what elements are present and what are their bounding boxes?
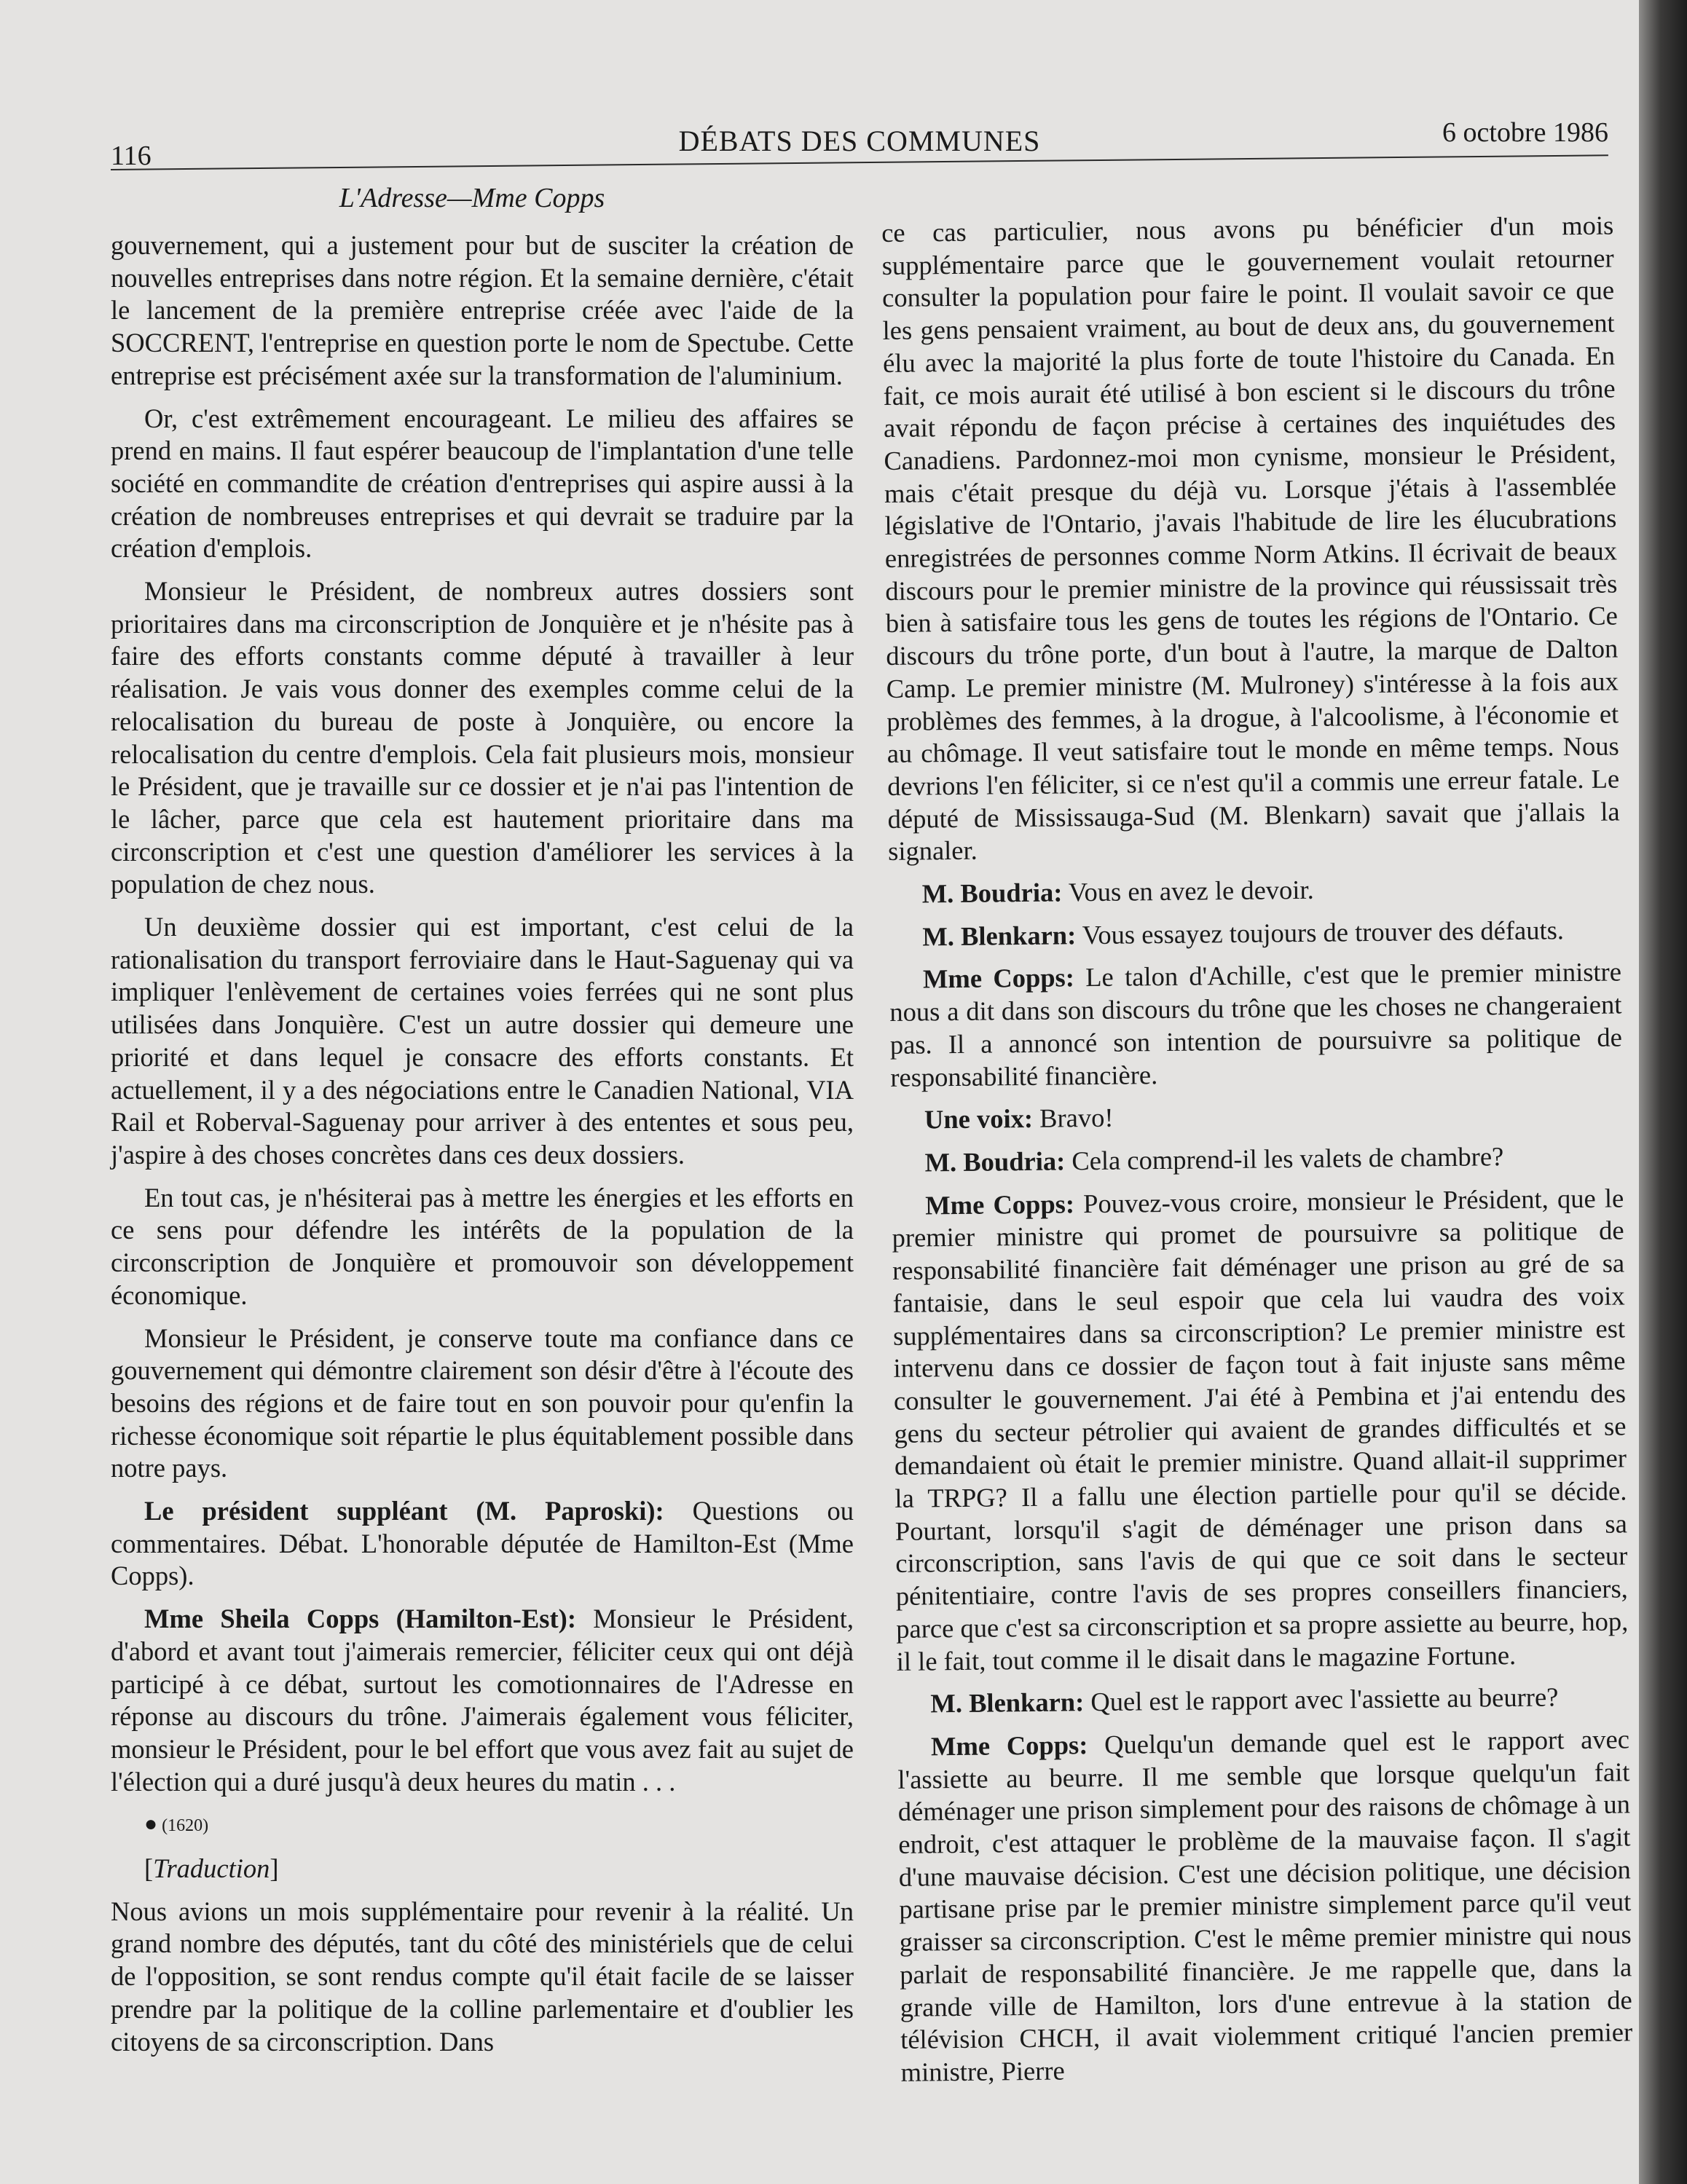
speech-text: Cela comprend-il les valets de chambre? [1065,1141,1504,1176]
left-column [111,229,854,2068]
paragraph: ce cas particulier, nous avons pu bénéficier d'un mois supplémentaire parce que le gouvernement voulait retourner consulter la population pour faire le point. Il voulait savoir ce que les gens pensaient vraiment, au bout de deux ans, du gouvernement élu avec la majorité la plus forte de toute l'histoire du Canada. En fait, ce mois aurait été utilisé à bon escient si le discours du trône avait répondu de façon précise à certaines des inquiétudes des Canadiens. Pardonnez-moi mon cynisme, monsieur le Président, mais c'était presque du déjà vu. Lorsque j'étais à l'assemblée législative de l'Ontario, j'avais l'habitude de lire les élucubrations enregistrées de personnes comme Norm Atkins. Il écrivait de beaux discours pour le premier ministre de la province qui réussissait très bien à satisfaire tous les gens de toutes les régions de l'Ontario. Ce discours du trône porte, d'un bout à l'autre, la marque de Dalton Camp. Le premier ministre (M. Mulroney) s'intéresse à la fois aux problèmes des femmes, à la drogue, à l'alcoolisme, à l'économie et au chômage. Il veut satisfaire tout le monde en même temps. Nous devrions l'en féliciter, si ce n'est qu'il a commis une erreur fatale. Le député de Mississauga-Sud (M. Blenkarn) savait que j'allais la signaler. [881,210,1620,867]
speech [891,1139,1623,1179]
page-header [111,117,1608,171]
page-binding-edge [1639,0,1687,2184]
page-number: 116 [111,141,152,171]
paragraph: Nous avions un mois supplémentaire pour revenir à la réalité. Un grand nombre des députés, tant du côté des ministériels que de celui de l'opposition, se sont rendus compte qu'il était facile de se laisser prendre par la politique de la colline parlementaire et d'oublier les citoyens de sa circonscription. Dans [111,1896,854,2057]
publication-title: DÉBATS DES COMMUNES [678,125,1041,157]
speech [897,1681,1629,1721]
speaker-name: M. Boudria: [921,877,1063,909]
speech-text: Vous en avez le devoir. [1062,874,1314,907]
time-stamp: (1620) [162,1816,209,1836]
speech-text: Questions ou commentaires. Débat. L'honorable députée de Hamilton-Est (Mme Copps). [111,1496,854,1591]
speaker-name: Mme Copps: [922,962,1075,994]
right-column [881,209,1633,2099]
translation-label: Traduction [153,1853,270,1884]
speaker-name: Une voix: [924,1103,1034,1135]
speech-text: Pouvez-vous croire, monsieur le Président, que le premier ministre qui promet de poursuivre sa politique de responsabilité financière fait déménager une prison au gré de sa fantaisie, dans le seul espoir que cela lui vaudra des voix supplémentaires dans sa circonscription? Le premier ministre est intervenu dans ce dossier de façon tout à fait injuste sans même consulter le gouvernement. J'ai été à Pembina et j'ai entendu des gens du secteur pétrolier qui avaient de grandes difficultés et se demandaient où était le premier ministre. Quand allait-il supprimer la TRPG? Il a fallu une élection partielle pour qu'il se décide. Pourtant, lorsqu'il s'agit de déménager une prison dans sa circonscription, sans l'avis de qui que ce soit dans le secteur pénitentiaire, contre l'avis de ses propres conseillers financiers, parce que c'est sa circonscription et sa propre assiette au beurre, hop, il le fait, tout comme il le disait dans le magazine Fortune. [892,1183,1629,1676]
speech [889,870,1621,910]
speech [111,1603,854,1798]
speech [897,1723,1633,2089]
bracket: [ [144,1853,154,1884]
speaker-name: Le président suppléant (M. Paproski): [144,1496,664,1526]
speech [889,956,1623,1094]
paragraph: Or, c'est extrêmement encourageant. Le milieu des affaires se prend en mains. Il faut espérer beaucoup de l'implantation d'une telle société en commandite de création d'entreprises qui aspire aussi à la création de nombreuses entreprises et qui devrait se traduire par la création d'emplois. [111,403,854,564]
speaker-name: M. Blenkarn: [922,920,1077,952]
time-marker [111,1808,854,1842]
speaker-name: Mme Copps: [924,1188,1075,1221]
speech-text: Quel est le rapport avec l'assiette au beurre? [1084,1682,1559,1717]
speech-text: Le talon d'Achille, c'est que le premier ministre nous a dit dans son discours du trône que les choses ne changeraient pas. Il a annoncé son intention de poursuivre sa politique de responsabilité financière. [889,956,1623,1092]
paragraph: gouvernement, qui a justement pour but de susciter la création de nouvelles entreprises dans notre région. Et la semaine dernière, c'était le lancement de la première entreprise créée avec l'aide de la SOCCRENT, l'entreprise en question porte le nom de Spectube. Cette entreprise est précisément axée sur la transformation de l'aluminium. [111,230,854,390]
speech [891,1097,1623,1137]
bracket: ] [270,1853,279,1884]
issue-date: 6 octobre 1986 [1442,117,1608,148]
paragraph: Monsieur le Président, de nombreux autres dossiers sont prioritaires dans ma circonscription de Jonquière et je n'hésite pas à faire des efforts constants comme député à travailler à leur réalisation. Je vais vous donner des exemples comme celui de la relocalisation du bureau de poste à Jonquière, ou encore la relocalisation du centre d'emplois. Cela fait plusieurs mois, monsieur le Président, que je travaille sur ce dossier et je n'ai pas l'intention de le lâcher, parce que cela est hautement prioritaire dans ma circonscription et c'est une question d'améliorer les services à la population de chez nous. [111,576,854,899]
speech-text: Bravo! [1032,1103,1114,1134]
paragraph: Monsieur le Président, je conserve toute ma confiance dans ce gouvernement qui démontre clairement son désir d'être à l'écoute des besoins des régions et de faire tout en son pouvoir pour qu'enfin la richesse économique soit répartie le plus équitablement possible dans notre pays. [111,1322,854,1483]
speaker-name: M. Boudria: [924,1146,1066,1178]
speech-text: Quelqu'un demande quel est le rapport avec l'assiette au beurre. Il me semble que lorsque quelqu'un fait déménager une prison simplement pour des raisons de chômage à un endroit, c'est attaquer le problème de la mauvaise façon. Il s'agit d'une mauvaise décision. C'est une décision politique, une décision partisane prise par le premier ministre simplement parce qu'il veut graisser sa circonscription. C'est le même premier ministre qui nous parlait de responsabilité financière. Je me rappelle que, dans la grande ville de Hamilton, lors d'une entrevue à la station de télévision CHCH, il avait violemment critiqué l'ancien premier ministre, Pierre [897,1724,1633,2087]
speaker-name: Mme Copps: [930,1730,1088,1762]
translation-note [111,1853,854,1885]
speaker-name: M. Blenkarn: [930,1687,1085,1719]
speech [892,1182,1629,1678]
bullet-icon: ● [144,1812,158,1837]
paragraph: Un deuxième dossier qui est important, c'est celui de la rationalisation du transport ferroviaire dans le Haut-Saguenay qui va impliquer l'enlèvement de certaines voies ferrées qui ne sont plus utilisées dans Jonquière. C'est un autre dossier qui demeure une priorité et dans lequel je consacre des efforts constants. Et actuellement, il y a des négociations entre le Canadien National, VIA Rail et Roberval-Saguenay pour arriver à des ententes et sous peu, j'aspire à des choses concrètes dans ces deux dossiers. [111,912,854,1170]
speech-text: Monsieur le Président, d'abord et avant tout j'aimerais remercier, féliciter ceux qui ont déjà participé à ce débat, surtout les comotionnaires de l'Adresse en réponse au discours du trône. J'aimerais également vous féliciter, monsieur le Président, pour le bel effort que vous avez fait au sujet de l'élection qui a duré jusqu'à deux heures du matin . . . [111,1604,854,1797]
speech-text: Vous essayez toujours de trouver des défauts. [1076,915,1565,950]
speaker-name: Mme Sheila Copps (Hamilton-Est): [144,1604,576,1634]
paragraph: En tout cas, je n'hésiterai pas à mettre les énergies et les efforts en ce sens pour défendre les intérêts de la population de la circonscription de Jonquière et promouvoir son développement économique. [111,1182,854,1310]
running-head: L'Adresse—Mme Copps [339,183,605,213]
speech [889,913,1621,953]
speech [111,1495,854,1593]
